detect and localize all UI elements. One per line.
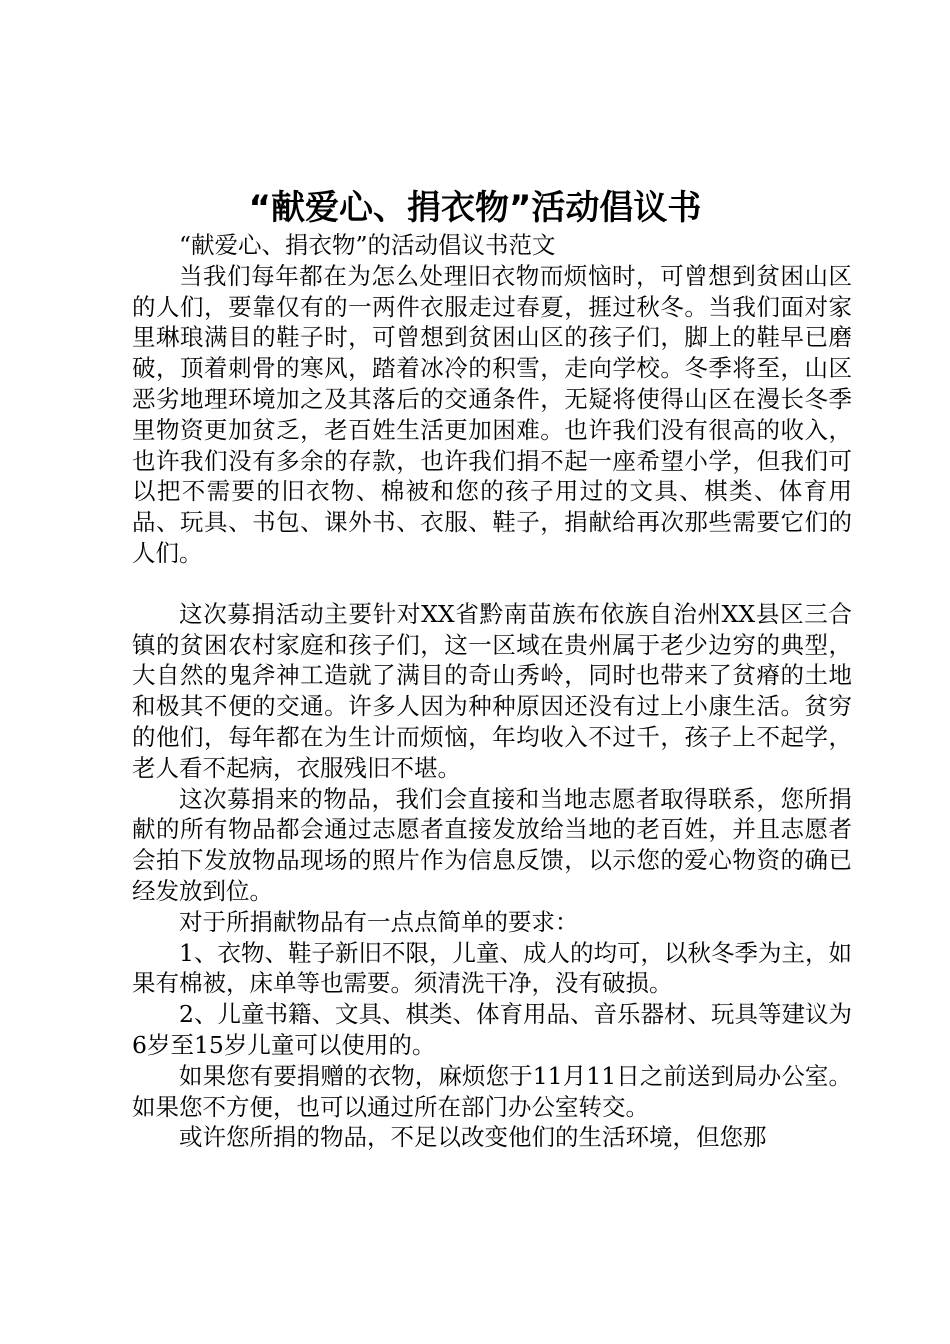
- paragraph-requirements-heading: 对于所捐献物品有一点点简单的要求：: [179, 907, 579, 936]
- paragraph-gap: [132, 569, 852, 599]
- paragraph-subtitle: “献爱心、捐衣物”的活动倡议书范文: [179, 231, 556, 259]
- paragraph-intro: 当我们每年都在为怎么处理旧衣物而烦恼时，可曾想到贫困山区的人们，要靠仅有的一两件衣服走过春夏，捱过秋冬。当我们面对家里琳琅满目的鞋子时，可曾想到贫困山区的孩子们，脚上的鞋早已磨破，顶着刺骨的寒风，踏着冰冷的积雪，走向学校。冬季将至，山区恶劣地理环境加之及其落后的交通条件，无疑将使得山区在漫长冬季里物资更加贫乏，老百姓生活更加困难。也许我们没有很高的收入，也许我们没有多余的存款，也许我们捐不起一座希望小学，但我们可以把不需要的旧衣物、棉被和您的孩子用过的文具、棋类、体育用品、玩具、书包、课外书、衣服、鞋子，捐献给再次那些需要它们的人们。: [132, 261, 852, 567]
- document-body: [132, 230, 852, 1153]
- paragraph-closing: 或许您所捐的物品，不足以改变他们的生活环境，但您那: [179, 1123, 767, 1152]
- paragraph-region: 这次募捐活动主要针对XX省黔南苗族布依族自治州XX县区三合镇的贫困农村家庭和孩子们，这一区域在贵州属于老少边穷的典型，大自然的鬼斧神工造就了满目的奇山秀岭，同时也带来了贫瘠的土地和极其不便的交通。许多人因为种种原因还没有过上小康生活。贫穷的他们，每年都在为生计而烦恼，年均收入不过千，孩子上不起学，老人看不起病，衣服残旧不堪。: [132, 599, 852, 782]
- paragraph-requirement-1: 1、衣物、鞋子新旧不限，儿童、成人的均可，以秋冬季为主，如果有棉被，床单等也需要。须清洗干净，没有破损。: [132, 938, 852, 998]
- paragraph-distribution: 这次募捐来的物品，我们会直接和当地志愿者取得联系，您所捐献的所有物品都会通过志愿者直接发放给当地的老百姓，并且志愿者会拍下发放物品现场的照片作为信息反馈，以示您的爱心物资的确已经发放到位。: [132, 784, 852, 905]
- document-title: “献爱心、捐衣物”活动倡议书: [248, 188, 702, 228]
- paragraph-requirement-2: 2、儿童书籍、文具、棋类、体育用品、音乐器材、玩具等建议为6岁至15岁儿童可以使用的。: [132, 1000, 852, 1059]
- paragraph-deadline: 如果您有要捐赠的衣物，麻烦您于11月11日之前送到局办公室。如果您不方便，也可以通过所在部门办公室转交。: [132, 1061, 852, 1121]
